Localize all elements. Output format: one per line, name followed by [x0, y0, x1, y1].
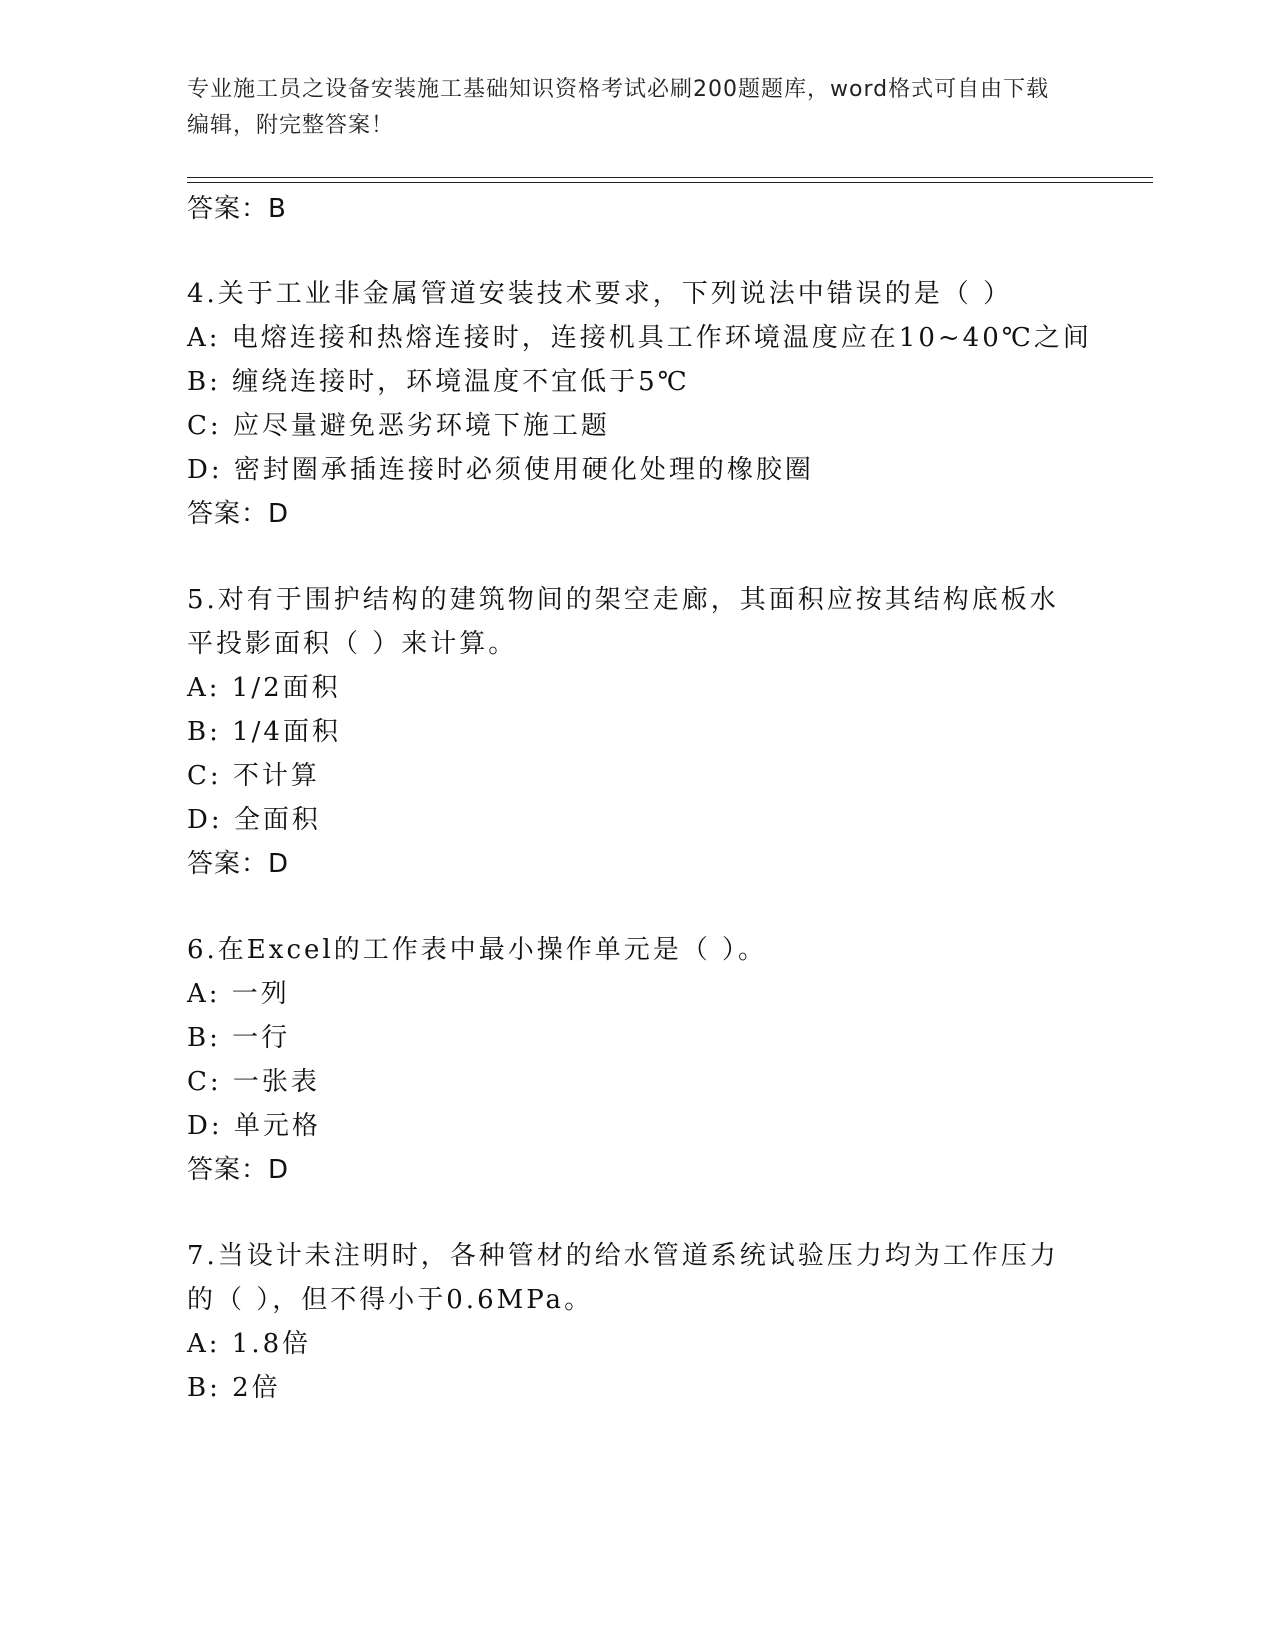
question-7-stem-line2: 的（ ），但不得小于0.6MPa。: [187, 1285, 594, 1315]
question-7-stem-line1: 7.当设计未注明时，各种管材的给水管道系统试验压力均为工作压力: [187, 1241, 1059, 1271]
question-6-option-c: C: 一张表: [187, 1067, 320, 1097]
question-4-stem: 4.关于工业非金属管道安装技术要求，下列说法中错误的是（ ）: [187, 279, 1013, 309]
answer-q6: 答案：D: [187, 1155, 290, 1185]
question-5-option-d: D: 全面积: [187, 805, 321, 835]
answer-q5: 答案：D: [187, 849, 290, 879]
question-7-option-b: B: 2倍: [187, 1373, 281, 1403]
question-5-stem-line2: 平投影面积（ ）来计算。: [187, 629, 518, 659]
question-4-option-b: B: 缠绕连接时，环境温度不宜低于5℃: [187, 367, 690, 397]
answer-q3: 答案：B: [187, 194, 287, 224]
question-6-option-b: B: 一行: [187, 1023, 291, 1053]
question-6-stem: 6.在Excel的工作表中最小操作单元是（ ）。: [187, 935, 767, 965]
question-4-option-d: D: 密封圈承插连接时必须使用硬化处理的橡胶圈: [187, 455, 814, 485]
question-6-option-a: A: 一列: [187, 979, 290, 1009]
header-divider-bottom: [187, 182, 1153, 183]
question-5-stem-line1: 5.对有于围护结构的建筑物间的架空走廊，其面积应按其结构底板水: [187, 585, 1059, 615]
question-6-option-d: D: 单元格: [187, 1111, 321, 1141]
question-4-option-c: C: 应尽量避免恶劣环境下施工题: [187, 411, 610, 441]
question-5-option-b: B: 1/4面积: [187, 717, 341, 747]
header-divider-top: [187, 177, 1153, 178]
question-5-option-c: C: 不计算: [187, 761, 320, 791]
question-7-option-a: A: 1.8倍: [187, 1329, 312, 1359]
document-header: 专业施工员之设备安装施工基础知识资格考试必刷200题题库，word格式可自由下载编辑，附完整答案！: [187, 77, 1050, 138]
answer-q4: 答案：D: [187, 499, 290, 529]
question-4-option-a: A: 电熔连接和热熔连接时，连接机具工作环境温度应在10~40℃之间: [187, 323, 1092, 353]
question-5-option-a: A: 1/2面积: [187, 673, 341, 703]
